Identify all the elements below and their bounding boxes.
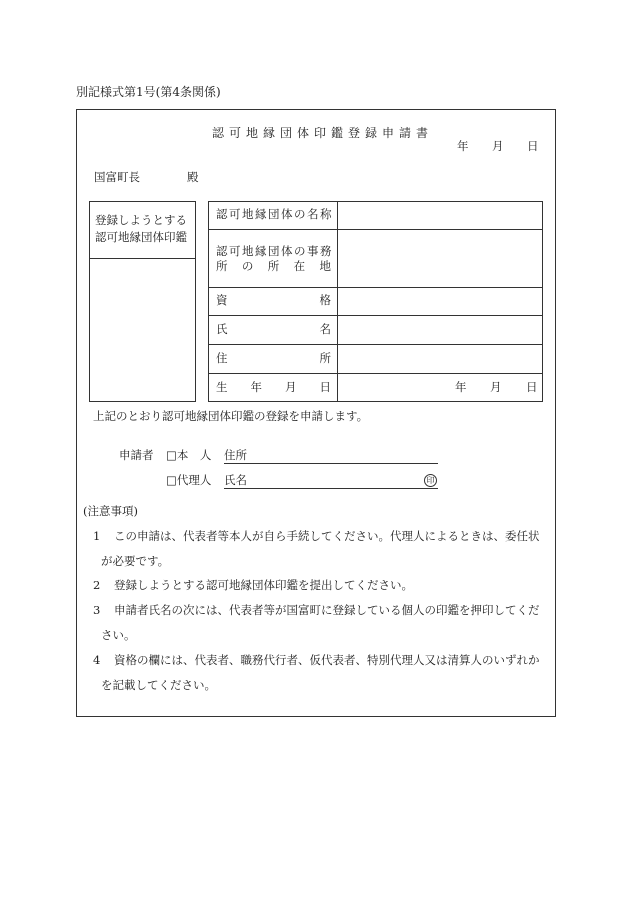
seal-circle-icon: 印 [424,474,437,487]
addressee-honorific: 殿 [187,170,199,184]
label-address [216,353,331,365]
office-char: の [241,259,254,273]
form-title: 認可地縁団体印鑑登録申請書 [212,126,434,140]
address-char: 所 [319,351,331,365]
group-name-field[interactable] [340,203,541,227]
seal-box-divider [89,258,196,259]
note-number: 2 [93,578,101,592]
seal-box-label-1: 登録しようとする [95,213,187,227]
note-text-continued: を記載してください。 [101,678,216,692]
qualification-char: 資 [216,293,228,307]
label-office-line2 [216,261,331,273]
label-birth-date [216,382,331,394]
declaration-text: 上記のとおり認可地縁団体印鑑の登録を申請します。 [93,409,369,423]
office-char: 所 [267,259,280,273]
seal-impression-area[interactable] [92,262,193,399]
name-label: 氏名 [224,473,247,487]
qualification-char: 格 [319,293,331,307]
label-person-name [216,324,331,336]
office-char: 地 [319,259,331,273]
person-name-char: 氏 [216,322,228,336]
birth-char: 月 [285,380,297,394]
self-checkbox[interactable]: □本 人 [166,448,212,462]
note-text: 登録しようとする認可地縁団体印鑑を提出してください。 [114,578,413,592]
seal-box-label-2: 認可地縁団体印鑑 [95,230,187,244]
note-number: 4 [93,653,101,667]
office-char: 在 [293,259,306,273]
note-number: 3 [93,603,101,617]
address-label: 住所 [224,448,247,462]
birth-char: 日 [319,380,331,394]
birth-char: 年 [250,380,262,394]
office-char: 所 [216,259,228,273]
birth-month: 月 [490,380,502,394]
note-number: 1 [93,529,101,543]
date-day: 日 [527,139,539,153]
addressee-name: 国富町長 [94,170,140,184]
form-reference: 別記様式第1号(第4条関係) [76,85,221,99]
birth-year: 年 [455,380,467,394]
note-text-continued: さい。 [101,628,136,642]
applicant-label: 申請者 [119,448,154,462]
label-office-line1: 認可地縁団体の事務 [216,244,333,258]
address-line[interactable] [224,463,438,464]
row-divider [208,315,543,316]
person-address-field[interactable] [340,346,541,371]
qualification-field[interactable] [340,289,541,313]
person-name-field[interactable] [340,317,541,342]
label-qualification [216,295,331,307]
address-char: 住 [216,351,228,365]
agent-checkbox[interactable]: □代理人 [166,473,212,487]
row-divider [208,344,543,345]
seal-mark [424,474,437,487]
note-text: この申請は、代表者等本人が自ら手続してください。代理人によるときは、委任状 [114,529,540,543]
date-month: 月 [492,139,504,153]
person-name-char: 名 [319,322,331,336]
info-table-column-divider [337,201,338,402]
row-divider [208,229,543,230]
birth-day: 日 [526,380,538,394]
row-divider [208,373,543,374]
name-line[interactable] [224,488,438,489]
note-text: 申請者氏名の次には、代表者等が国富町に登録している個人の印鑑を押印してくだ [114,603,540,617]
label-group-name: 認可地縁団体の名称 [216,207,333,221]
birth-char: 生 [216,380,228,394]
note-text-continued: が必要です。 [101,554,170,568]
office-address-field[interactable] [340,231,541,285]
note-text: 資格の欄には、代表者、職務代行者、仮代表者、特別代理人又は清算人のいずれか [114,653,540,667]
notes-title: (注意事項) [83,504,138,518]
date-year: 年 [457,139,469,153]
row-divider [208,287,543,288]
